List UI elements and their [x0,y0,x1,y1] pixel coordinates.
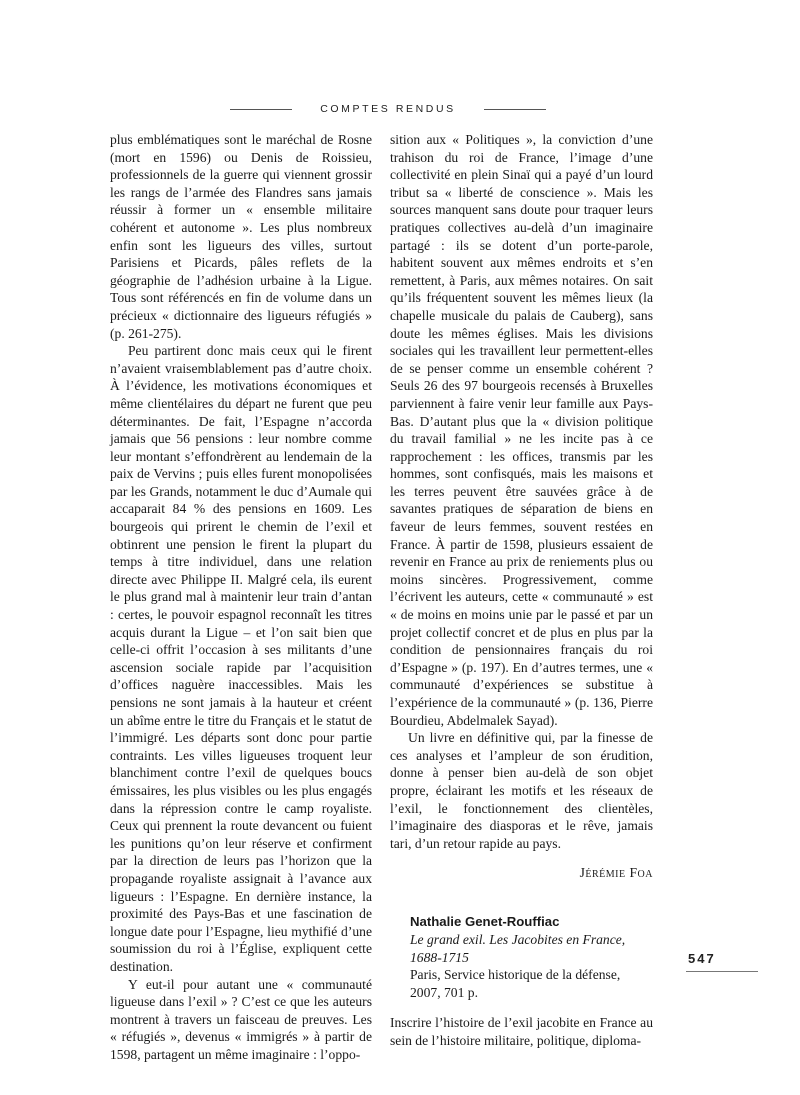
left-paragraph-3: Y eut-il pour autant une « communauté ligueuse dans l’exil » ? C’est ce que les auteurs montrent à travers un faisceau de preuves. Les « réfugiés », devenus « immigrés » à partir de 1598, partagent un même imaginaire : l’oppo- [110,976,372,1062]
running-header [230,103,546,115]
left-paragraph-2: Peu partirent donc mais ceux qui le firent n’avaient vraisemblablement pas d’autre choix. À l’évidence, les motivations économiques et même clientélaires du départ ne furent que peu déterminantes. De fait, l’Espagne n’accorda jamais que 56 pensions : leur nombre comme leur montant s’effondrèrent au lendemain de la paix de Vervins ; puis elles furent monopolisées par les Grands, notamment le duc d’Aumale qui accaparait 84 % des pensions en 1609. Les bourgeois qui prirent le chemin de l’exil et obtinrent une pension le firent la plupart du temps à titre individuel, dans une relation directe avec Philippe II. Malgré cela, ils eurent le plus grand mal à maintenir leur train d’antan : certes, le pouvoir espagnol reconnaît les titres acquis durant la Ligue – et l’on sait bien que celle-ci offrit l’occasion à ses militants d’une ascension sociale rapide par l’acquisition d’offices naguère inaccessibles. Mais les pensions ne sont jamais à la hauteur et créent un abîme entre le titre du Français et le statut de l’immigré. Les départs sont donc pour partie contraints. Les villes ligueuses troquent leur blanchiment contre l’exil de quelques boucs émissaires, les plus visibles ou les plus engagés dans la répression contre le camp royaliste. Ceux qui prennent la route devancent ou fuient les punitions qu’on leur réserve et confirment par la direction de leurs pas l’horizon que la propagande royaliste assignait à l’avance aux ligueurs : l’Espagne. En dernière instance, la proximité des Pays-Bas et une fascination de longue date pour l’Espagne, lieu mythifié d’une soumission du roi à l’Église, expliquent cette destination. [110,343,372,974]
review-book-title-line-2: 1688-1715 [410,949,469,965]
review-book-title-line-1: Le grand exil. Les Jacobites en France, [410,931,626,947]
header-title: COMPTES RENDUS [320,103,456,115]
review-publisher-line-1: Paris, Service historique de la défense, [410,967,621,983]
right-column [390,131,653,1050]
page-number: 547 [688,951,716,966]
review-reference [390,913,653,1001]
review-body-text: Inscrire l’histoire de l’exil jacobite en France au sein de l’histoire militaire, politique, diploma- [390,1015,653,1048]
review-signature: Jérémie Foa [579,865,653,881]
header-rule-left [230,109,292,110]
header-rule-right [484,109,546,110]
review-publisher-line-2: 2007, 701 p. [410,984,478,1000]
left-paragraph-1: plus emblématiques sont le maréchal de Rosne (mort en 1596) ou Denis de Roissieu, professionnels de la guerre qui viennent grossir les rangs de l’armée des Flandres sans jamais réussir à former un « ensemble militaire cohérent et autonome ». Les plus nombreux enfin sont les ligueurs des villes, surtout Parisiens et Picards, pâles reflets de la géographie de l’adhésion urbaine à la Ligue. Tous sont référencés en fin de volume dans un précieux « dictionnaire des ligueurs réfugiés » (p. 261-275). [110,132,372,341]
right-paragraph-2: Un livre en définitive qui, par la finesse de ces analyses et l’ampleur de son érudition, donne à penser bien au-delà de son objet propre, éclairant les motifs et les réseaux de l’exil, le fonctionnement des clientèles, l’imaginaire des diasporas et le rêve, jamais tari, d’un retour rapide au pays. [390,730,653,851]
right-paragraph-1: sition aux « Politiques », la conviction d’une trahison du roi de France, l’image d’une collectivité en plein Sinaï qui a payé d’un lourd tribut sa « liberté de conscience ». Mais les sources manquent sans doute pour traquer leurs pratiques collectives au-delà d’un imaginaire partagé : ils se dotent d’un porte-parole, habitent souvent aux mêmes endroits et s’en remettent, à Paris, aux mêmes notaires. On sait qu’ils fréquentent souvent les mêmes lieux (la chapelle musicale du palais de Cauberg), sans doute les mêmes églises. Mais les divisions sociales qui les travaillent leur permettent-elles de se penser comme un ensemble cohérent ? Seuls 26 des 97 bourgeois recensés à Bruxelles parviennent à faire venir leur famille aux Pays-Bas. D’autant plus que la « division politique du travail familial » ne les incite pas à ce rapprochement : les offices, transmis par les hommes, sont confisqués, mais les maisons et les terres peuvent être sauvées grâce à de savantes pratiques de séparation de biens en faveur de leurs femmes, souvent restées en France. À partir de 1598, plusieurs essaient de revenir en France au prix de reniements plus ou moins sincères. Progressivement, comme l’écrivent les auteurs, cette « communauté » est « de moins en moins unie par le passé et par un projet collectif concret et de plus en plus par la condition de pensionnaires français du roi d’Espagne » (p. 197). En d’autres termes, une « communauté d’expériences se substitue à l’expérience de la communauté » (p. 136, Pierre Bourdieu, Abdelmalek Sayad). [390,132,653,728]
review-author: Nathalie Genet-Rouffiac [410,913,560,929]
left-column [110,131,372,1063]
page-number-rule [686,971,758,972]
